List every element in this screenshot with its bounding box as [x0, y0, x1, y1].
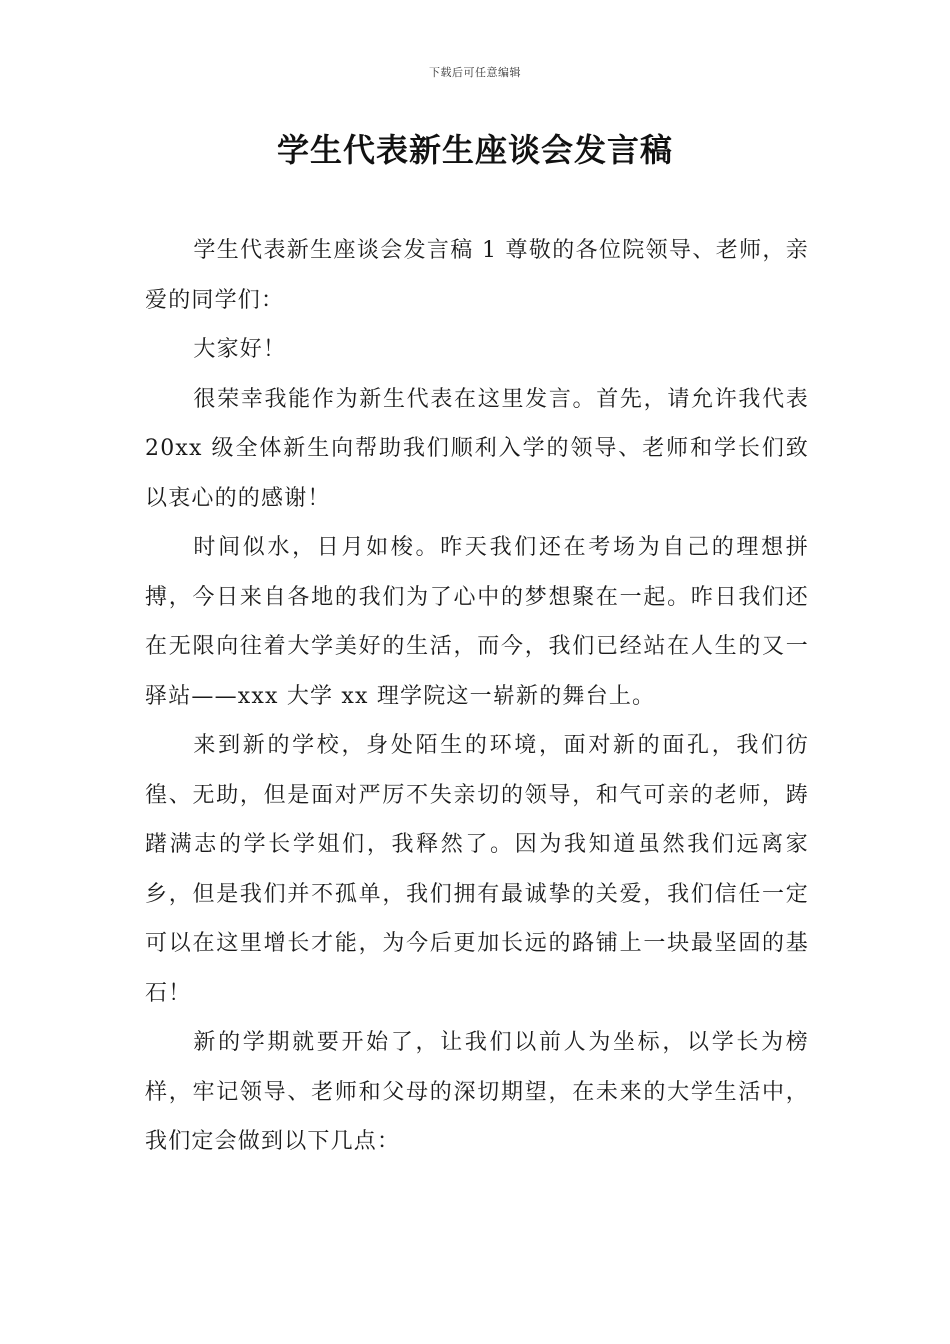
paragraph: 时间似水，日月如梭。昨天我们还在考场为自己的理想拼搏，今日来自各地的我们为了心中的梦想聚在一起。昨日我们还在无限向往着大学美好的生活，而今，我们已经站在人生的又一驿站——xxx 大学 xx 理学院这一崭新的舞台上。 [145, 535, 809, 709]
paragraph: 很荣幸我能作为新生代表在这里发言。首先，请允许我代表 20xx 级全体新生向帮助我们顺利入学的领导、老师和学长们致以衷心的的感谢！ [145, 386, 809, 511]
header-note: 下载后可任意编辑 [429, 66, 521, 79]
paragraph: 大家好！ [193, 337, 287, 362]
paragraph: 来到新的学校，身处陌生的环境，面对新的面孔，我们彷徨、无助，但是面对严厉不失亲切的领导，和气可亲的老师，踌躇满志的学长学姐们，我释然了。因为我知道虽然我们远离家乡，但是我们并不孤单，我们拥有最诚挚的关爱，我们信任一定可以在这里增长才能，为今后更加长远的路铺上一块最坚固的基石！ [145, 733, 809, 1006]
document-title: 学生代表新生座谈会发言稿 [276, 131, 673, 169]
document-body [145, 226, 809, 1167]
paragraph: 学生代表新生座谈会发言稿 1 尊敬的各位院领导、老师，亲爱的同学们： [145, 238, 809, 313]
paragraph: 新的学期就要开始了，让我们以前人为坐标，以学长为榜样，牢记领导、老师和父母的深切期望，在未来的大学生活中，我们定会做到以下几点： [145, 1030, 809, 1154]
